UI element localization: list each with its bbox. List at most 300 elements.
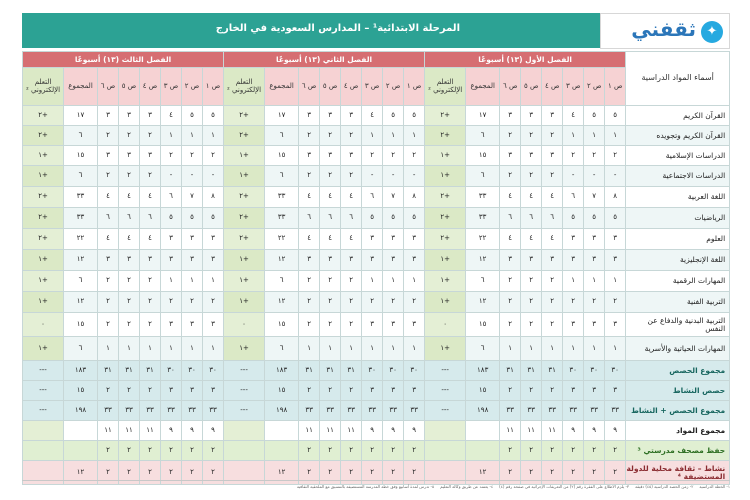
semester-2-cell: ١ bbox=[383, 271, 404, 292]
semester-2-cell: +٢ bbox=[224, 208, 265, 229]
semester-3-cell: ٢ bbox=[161, 461, 182, 485]
semester-1-cell: ١١ bbox=[542, 421, 563, 441]
semester-2-cell: ٣٣ bbox=[362, 401, 383, 421]
semester-2-cell: ٣ bbox=[404, 229, 425, 250]
semester-2-cell: ٢ bbox=[299, 441, 320, 461]
semester-3-cell: ٣ bbox=[161, 313, 182, 337]
semester-1-cell: +١ bbox=[425, 292, 466, 313]
semester-3-cell: +١ bbox=[23, 166, 64, 187]
semester-3-cell: ٣ bbox=[203, 229, 224, 250]
semester-2-cell: ٢ bbox=[299, 271, 320, 292]
semester-2-cell: ٢ bbox=[404, 146, 425, 166]
semester-1-cell: ٣ bbox=[584, 381, 605, 401]
semester-2-cell: ٢ bbox=[320, 271, 341, 292]
semester-3-cell: ٢ bbox=[140, 126, 161, 146]
footnote-item: ١- الخطة الدراسية bbox=[699, 484, 730, 489]
semester-2-cell: ٣ bbox=[362, 381, 383, 401]
semester-3-cell: ٣١ bbox=[119, 361, 140, 381]
semester-3-cell: ١ bbox=[182, 126, 203, 146]
semester-1-cell: ١٢ bbox=[466, 461, 500, 485]
semester-1-cell: ٣ bbox=[584, 250, 605, 271]
subject-name: العلوم bbox=[626, 229, 730, 250]
semester-2-col-7-header: المجموع bbox=[265, 68, 299, 106]
semester-1-cell: ٣ bbox=[563, 250, 584, 271]
semester-1-cell: ٥ bbox=[563, 208, 584, 229]
semester-1-cell: ٢ bbox=[542, 381, 563, 401]
semester-2-cell: ٣ bbox=[320, 146, 341, 166]
footnote-item: ٤- يعتمد عن طريق وكالة التعليم bbox=[440, 484, 494, 489]
semester-1-cell: ٤ bbox=[542, 187, 563, 208]
semester-2-cell: ٢ bbox=[299, 461, 320, 485]
semester-2-col-6-header: ص ٦ bbox=[299, 68, 320, 106]
semester-3-cell: ٣١ bbox=[98, 361, 119, 381]
table-row bbox=[23, 271, 730, 292]
semester-3-col-1-header: ص ١ bbox=[203, 68, 224, 106]
semester-3-cell: ٤ bbox=[119, 229, 140, 250]
semester-2-cell: ٢ bbox=[341, 461, 362, 485]
subject-name: المهارات الرقمية bbox=[626, 271, 730, 292]
semester-1-cell: ٩ bbox=[584, 421, 605, 441]
semester-1-cell: ٥ bbox=[584, 208, 605, 229]
semester-2-col-5-header: ص ٥ bbox=[320, 68, 341, 106]
semester-3-cell: ٤ bbox=[140, 229, 161, 250]
semester-2-cell: ٤ bbox=[299, 187, 320, 208]
semester-2-cell: ٢ bbox=[362, 441, 383, 461]
semester-3-cell: ٦ bbox=[161, 187, 182, 208]
semester-1-col-6-header: ص ٦ bbox=[500, 68, 521, 106]
semester-3-cell: ٥ bbox=[203, 208, 224, 229]
logo-text: ثقفني bbox=[631, 17, 696, 41]
semester-3-cell: ٣٣ bbox=[161, 401, 182, 421]
semester-3-cell: ٣٣ bbox=[182, 401, 203, 421]
semester-2-cell: --- bbox=[224, 381, 265, 401]
semester-1-cell: --- bbox=[425, 401, 466, 421]
semester-2-cell: ١ bbox=[299, 337, 320, 361]
semester-1-cell: ١٥ bbox=[466, 313, 500, 337]
semester-1-cell: ٢ bbox=[605, 146, 626, 166]
banner-title: المرحلة الابتدائية¹ – المدارس السعودية في الخارج bbox=[215, 23, 460, 34]
semester-1-cell: ٣ bbox=[584, 313, 605, 337]
semester-1-cell: ٣ bbox=[521, 106, 542, 126]
semester-1-cell: ٧ bbox=[584, 187, 605, 208]
semester-3-cell: ٣ bbox=[161, 381, 182, 401]
semester-1-cell: ٤ bbox=[542, 229, 563, 250]
semester-1-cell: - bbox=[563, 166, 584, 187]
semester-3-cell: ١ bbox=[161, 337, 182, 361]
semester-2-cell: ٢ bbox=[320, 461, 341, 485]
semester-3-cell: ٠ bbox=[23, 313, 64, 337]
study-plan-table bbox=[22, 51, 730, 485]
semester-1-cell: ٣ bbox=[563, 313, 584, 337]
subject-name: نشاط – ثقافة محلية للدولة المستضيفة ⁴ bbox=[626, 461, 730, 485]
semester-1-cell: ٤ bbox=[500, 229, 521, 250]
semester-2-cell: ١ bbox=[362, 126, 383, 146]
semester-1-cell: ٣٣ bbox=[542, 401, 563, 421]
semester-2-cell: ١٢ bbox=[265, 250, 299, 271]
semester-1-cell: ١ bbox=[563, 337, 584, 361]
semester-2-cell: ٣٣ bbox=[383, 401, 404, 421]
semester-3-cell: ٢ bbox=[161, 441, 182, 461]
semester-1-cell: ٤ bbox=[563, 106, 584, 126]
semester-2-cell: ٢ bbox=[299, 381, 320, 401]
semester-2-cell: ٢ bbox=[404, 441, 425, 461]
semester-3-cell: +١ bbox=[23, 337, 64, 361]
semester-3-cell: ٢ bbox=[140, 461, 161, 485]
semester-3-cell: ٣ bbox=[98, 106, 119, 126]
semester-2-cell: ١ bbox=[383, 126, 404, 146]
semester-2-cell: ٦ bbox=[299, 208, 320, 229]
semester-1-cell: ٢ bbox=[563, 292, 584, 313]
semester-3-cell: ٢ bbox=[98, 313, 119, 337]
semester-3-cell: +١ bbox=[23, 250, 64, 271]
semester-3-cell: ٢ bbox=[98, 271, 119, 292]
semester-3-cell: ٣١ bbox=[140, 361, 161, 381]
semester-2-cell: ١١ bbox=[320, 421, 341, 441]
semester-2-cell: ٣٣ bbox=[299, 401, 320, 421]
semester-2-cell: ٥ bbox=[383, 208, 404, 229]
semester-1-col-3-header: ص ٣ bbox=[563, 68, 584, 106]
semester-3-cell: - bbox=[203, 166, 224, 187]
semester-2-cell: ٢ bbox=[299, 166, 320, 187]
semester-2-cell: ١ bbox=[362, 271, 383, 292]
semester-1-cell bbox=[466, 441, 500, 461]
semester-3-cell: ٣٣ bbox=[64, 187, 98, 208]
semester-2-cell: ١٧ bbox=[265, 106, 299, 126]
semester-3-cell: ١١ bbox=[119, 421, 140, 441]
semester-3-cell: ١ bbox=[182, 271, 203, 292]
semester-3-cell: ٣ bbox=[182, 229, 203, 250]
semester-2-cell: ٣ bbox=[341, 106, 362, 126]
semester-3-cell: ٢ bbox=[119, 126, 140, 146]
table-row bbox=[23, 229, 730, 250]
semester-1-cell: ١ bbox=[563, 271, 584, 292]
semester-2-cell: ٤ bbox=[362, 106, 383, 126]
semester-3-cell: ٢ bbox=[119, 166, 140, 187]
semester-2-cell: ٢ bbox=[320, 313, 341, 337]
semester-2-cell: ٢ bbox=[383, 146, 404, 166]
semester-3-cell: ١١ bbox=[140, 421, 161, 441]
semester-2-cell: ٣ bbox=[383, 381, 404, 401]
semester-3-cell: +٢ bbox=[23, 187, 64, 208]
semester-3-cell: ٤ bbox=[98, 229, 119, 250]
semester-1-cell: +٢ bbox=[425, 106, 466, 126]
semester-1-cell: ٢ bbox=[542, 126, 563, 146]
semester-2-cell: ٢ bbox=[341, 292, 362, 313]
semester-2-cell: ٣٠ bbox=[404, 361, 425, 381]
semester-2-cell: ٢ bbox=[362, 146, 383, 166]
semester-3-cell: ١ bbox=[203, 337, 224, 361]
semester-1-cell: ٣ bbox=[542, 250, 563, 271]
semester-1-cell: ٢٢ bbox=[466, 229, 500, 250]
semester-1-cell: ١ bbox=[605, 126, 626, 146]
semester-2-cell: ٦ bbox=[265, 166, 299, 187]
semester-2-cell: ٢ bbox=[320, 166, 341, 187]
semester-2-cell: +٢ bbox=[224, 229, 265, 250]
semester-1-cell bbox=[425, 421, 466, 441]
semester-1-col-8-header: التعلم الإلكتروني ² bbox=[425, 68, 466, 106]
semester-2-cell: - bbox=[383, 166, 404, 187]
semester-2-cell: - bbox=[404, 166, 425, 187]
semester-1-cell: ٥ bbox=[584, 106, 605, 126]
semester-3-cell: ٦ bbox=[64, 271, 98, 292]
semester-1-cell: ٢ bbox=[521, 381, 542, 401]
semester-2-cell: ٣ bbox=[299, 106, 320, 126]
semester-1-cell: ٣٠ bbox=[605, 361, 626, 381]
semester-1-cell: ٣٣ bbox=[563, 401, 584, 421]
semester-1-cell: ٤ bbox=[521, 187, 542, 208]
semester-1-cell: ٦ bbox=[563, 187, 584, 208]
semester-3-cell: +٢ bbox=[23, 229, 64, 250]
semester-2-cell: ٤ bbox=[299, 229, 320, 250]
semester-1-cell: ٣ bbox=[500, 106, 521, 126]
table-row bbox=[23, 381, 730, 401]
semester-1-cell: ٨ bbox=[605, 187, 626, 208]
semester-3-cell: ٤ bbox=[140, 187, 161, 208]
semester-3-cell: +٢ bbox=[23, 208, 64, 229]
semester-2-cell: +١ bbox=[224, 292, 265, 313]
semester-2-cell: ٢ bbox=[341, 441, 362, 461]
semester-2-col-3-header: ص ٣ bbox=[362, 68, 383, 106]
semester-3-cell: ٣ bbox=[182, 250, 203, 271]
semester-3-cell: ٣ bbox=[98, 250, 119, 271]
semester-3-cell: ٣٣ bbox=[98, 401, 119, 421]
semester-3-cell: +١ bbox=[23, 271, 64, 292]
semester-2-cell: ٩ bbox=[362, 421, 383, 441]
semester-3-cell: ٦ bbox=[98, 208, 119, 229]
semester-2-cell: ٣ bbox=[404, 381, 425, 401]
semester-2-cell: ٤ bbox=[320, 229, 341, 250]
semester-2-cell: ٢ bbox=[383, 441, 404, 461]
semester-2-cell: ١١ bbox=[341, 421, 362, 441]
semester-3-cell: ٣٣ bbox=[119, 401, 140, 421]
semester-3-cell: ١ bbox=[140, 337, 161, 361]
subject-name: القرآن الكريم وتجويده bbox=[626, 126, 730, 146]
semester-3-cell: ٢ bbox=[119, 381, 140, 401]
semester-2-col-8-header: التعلم الإلكتروني ² bbox=[224, 68, 265, 106]
semester-3-cell: ٥ bbox=[182, 106, 203, 126]
semester-2-cell bbox=[224, 441, 265, 461]
semester-2-cell: ٥ bbox=[404, 208, 425, 229]
semester-3-cell: ٨ bbox=[203, 187, 224, 208]
table-row bbox=[23, 292, 730, 313]
semester-3-cell: ٢ bbox=[161, 292, 182, 313]
semester-2-cell: ٢ bbox=[299, 313, 320, 337]
semester-3-cell: ٢ bbox=[98, 292, 119, 313]
semester-2-cell: ١ bbox=[383, 337, 404, 361]
semester-1-cell: ٦ bbox=[500, 208, 521, 229]
semester-2-cell: ٣ bbox=[341, 146, 362, 166]
semester-1-cell: ٩ bbox=[605, 421, 626, 441]
semester-1-cell: ٢ bbox=[584, 292, 605, 313]
semester-2-cell: ١ bbox=[341, 337, 362, 361]
semester-2-cell: ٢ bbox=[320, 441, 341, 461]
semester-3-cell: ٢ bbox=[140, 381, 161, 401]
subject-name: الدراسات الإسلامية bbox=[626, 146, 730, 166]
semester-3-cell: ٢ bbox=[140, 166, 161, 187]
subject-name: حصص النشاط bbox=[626, 381, 730, 401]
subject-name: الدراسات الاجتماعية bbox=[626, 166, 730, 187]
semester-1-cell: ١ bbox=[584, 126, 605, 146]
semester-2-cell: ٣ bbox=[383, 250, 404, 271]
semester-2-cell: ٢ bbox=[383, 461, 404, 485]
semester-3-cell: ٦ bbox=[119, 208, 140, 229]
semester-2-col-1-header: ص ١ bbox=[404, 68, 425, 106]
semester-2-cell: ٣٣ bbox=[404, 401, 425, 421]
semester-1-cell: ٣٠ bbox=[584, 361, 605, 381]
site-logo[interactable] bbox=[600, 13, 730, 49]
semester-1-cell: ٣٣ bbox=[521, 401, 542, 421]
semester-3-col-7-header: المجموع bbox=[64, 68, 98, 106]
semester-2-cell: ٢ bbox=[320, 126, 341, 146]
semester-1-cell: +٢ bbox=[425, 187, 466, 208]
semester-1-cell: ٢ bbox=[584, 461, 605, 485]
semester-3-cell: ٣٠ bbox=[203, 361, 224, 381]
semester-2-cell: +٢ bbox=[224, 187, 265, 208]
semester-3-cell: ٣٣ bbox=[64, 208, 98, 229]
semester-1-cell: ١٢ bbox=[466, 250, 500, 271]
subject-name: اللغة العربية bbox=[626, 187, 730, 208]
semester-1-cell: ٦ bbox=[466, 126, 500, 146]
semester-1-cell: ٢ bbox=[521, 166, 542, 187]
semester-2-cell: ٢ bbox=[299, 126, 320, 146]
subject-name: الرياضيات bbox=[626, 208, 730, 229]
semester-1-cell: - bbox=[605, 166, 626, 187]
semester-1-cell: ٢ bbox=[500, 271, 521, 292]
semester-1-cell: ٠ bbox=[425, 313, 466, 337]
semester-2-cell: ٣ bbox=[404, 313, 425, 337]
semester-3-cell: ٣٣ bbox=[203, 401, 224, 421]
semester-1-cell: +١ bbox=[425, 337, 466, 361]
semester-2-cell: ٢ bbox=[383, 292, 404, 313]
semester-2-cell: ٢ bbox=[341, 126, 362, 146]
semester-2-cell: ٥ bbox=[404, 106, 425, 126]
semester-2-cell: ٦ bbox=[320, 208, 341, 229]
semester-3-cell: ٢ bbox=[98, 461, 119, 485]
semester-3-cell: ٢ bbox=[140, 313, 161, 337]
semester-2-cell: ٢ bbox=[404, 461, 425, 485]
semester-1-cell: ١٥ bbox=[466, 146, 500, 166]
footnotes bbox=[22, 480, 730, 492]
semester-1-cell: +٢ bbox=[425, 208, 466, 229]
semester-3-cell: ٢ bbox=[119, 461, 140, 485]
table-row bbox=[23, 106, 730, 126]
table-row bbox=[23, 208, 730, 229]
semester-2-cell: ٦ bbox=[265, 337, 299, 361]
table-row bbox=[23, 146, 730, 166]
semester-1-cell bbox=[466, 421, 500, 441]
semester-2-cell: ١٨٣ bbox=[265, 361, 299, 381]
semester-2-cell: ١٢ bbox=[265, 292, 299, 313]
semester-1-cell: ٣ bbox=[521, 250, 542, 271]
semester-1-col-2-header: ص ٢ bbox=[584, 68, 605, 106]
semester-2-cell: ٣٠ bbox=[383, 361, 404, 381]
semester-2-col-4-header: ص ٤ bbox=[341, 68, 362, 106]
semester-3-cell: +١ bbox=[23, 292, 64, 313]
semester-1-cell: --- bbox=[425, 361, 466, 381]
semester-2-cell: ٤ bbox=[341, 187, 362, 208]
semester-1-cell: ١٨٣ bbox=[466, 361, 500, 381]
table-row bbox=[23, 126, 730, 146]
semester-3-cell: ٣٠ bbox=[182, 361, 203, 381]
semester-3-cell: ١٨٣ bbox=[64, 361, 98, 381]
subjects-header: أسماء المواد الدراسية bbox=[626, 52, 730, 106]
semester-2-cell: ٢ bbox=[341, 381, 362, 401]
semester-3-cell: ١ bbox=[161, 271, 182, 292]
semester-3-cell: ٢ bbox=[98, 126, 119, 146]
semester-3-col-8-header: التعلم الإلكتروني ² bbox=[23, 68, 64, 106]
semester-3-cell: +١ bbox=[23, 146, 64, 166]
semester-1-cell: ٤ bbox=[500, 187, 521, 208]
semester-2-cell: ٣١ bbox=[341, 361, 362, 381]
semester-2-cell: +١ bbox=[224, 271, 265, 292]
semester-1-cell: ٣١ bbox=[500, 361, 521, 381]
semester-1-cell: ٣ bbox=[500, 146, 521, 166]
semester-3-cell: - bbox=[161, 166, 182, 187]
semester-2-cell: ٠ bbox=[224, 313, 265, 337]
semester-3-cell: ٥ bbox=[161, 208, 182, 229]
semester-3-cell bbox=[64, 421, 98, 441]
semester-3-cell: ٣ bbox=[182, 313, 203, 337]
semester-3-cell: ٢ bbox=[182, 441, 203, 461]
semester-1-cell: ٢ bbox=[500, 461, 521, 485]
semester-2-cell: ١ bbox=[404, 337, 425, 361]
semester-2-cell: ٢ bbox=[404, 292, 425, 313]
semester-2-cell: ٣ bbox=[299, 146, 320, 166]
semester-2-cell: ٣٣ bbox=[265, 208, 299, 229]
semester-3-cell: ١ bbox=[203, 126, 224, 146]
semester-2-cell: +٢ bbox=[224, 106, 265, 126]
semester-1-cell: ٩ bbox=[563, 421, 584, 441]
semester-1-col-5-header: ص ٥ bbox=[521, 68, 542, 106]
semester-1-cell: ٢ bbox=[542, 313, 563, 337]
semester-2-cell: ٣١ bbox=[299, 361, 320, 381]
semester-3-cell: ٣ bbox=[119, 146, 140, 166]
semester-3-cell: --- bbox=[23, 381, 64, 401]
semester-2-col-2-header: ص ٢ bbox=[383, 68, 404, 106]
table-row bbox=[23, 361, 730, 381]
semester-1-cell: ١٢ bbox=[466, 292, 500, 313]
semester-3-cell: ٢ bbox=[98, 166, 119, 187]
semester-1-cell: ٢ bbox=[563, 146, 584, 166]
semester-3-cell bbox=[23, 441, 64, 461]
semester-1-cell: ١ bbox=[500, 337, 521, 361]
semester-2-cell: ٦ bbox=[265, 271, 299, 292]
semester-1-cell: ٢ bbox=[521, 292, 542, 313]
semester-3-cell: ٦ bbox=[64, 126, 98, 146]
semester-1-cell: ٢ bbox=[584, 146, 605, 166]
semester-3-cell: ٢ bbox=[140, 292, 161, 313]
semester-3-cell bbox=[23, 421, 64, 441]
semester-2-cell: +٢ bbox=[224, 126, 265, 146]
semester-1-cell: ٦ bbox=[466, 166, 500, 187]
semester-2-cell: ٢ bbox=[320, 292, 341, 313]
semester-3-cell: ١٧ bbox=[64, 106, 98, 126]
semester-3-cell: ١٥ bbox=[64, 381, 98, 401]
semester-2-cell: ٣ bbox=[320, 106, 341, 126]
semester-2-header: الفصل الثاني (١٣) أسبوعًا bbox=[224, 52, 425, 68]
semester-3-col-4-header: ص ٤ bbox=[140, 68, 161, 106]
semester-3-cell: - bbox=[182, 166, 203, 187]
semester-2-cell: ٤ bbox=[341, 229, 362, 250]
semester-1-cell: ٢ bbox=[500, 313, 521, 337]
semester-1-cell: ١١ bbox=[521, 421, 542, 441]
semester-2-cell: ٢ bbox=[320, 381, 341, 401]
semester-1-header: الفصل الأول (١٣) أسبوعًا bbox=[425, 52, 626, 68]
semester-3-cell: ٤ bbox=[98, 187, 119, 208]
semester-1-cell: ٢ bbox=[584, 441, 605, 461]
semester-3-cell: ١ bbox=[161, 126, 182, 146]
table-row bbox=[23, 421, 730, 441]
